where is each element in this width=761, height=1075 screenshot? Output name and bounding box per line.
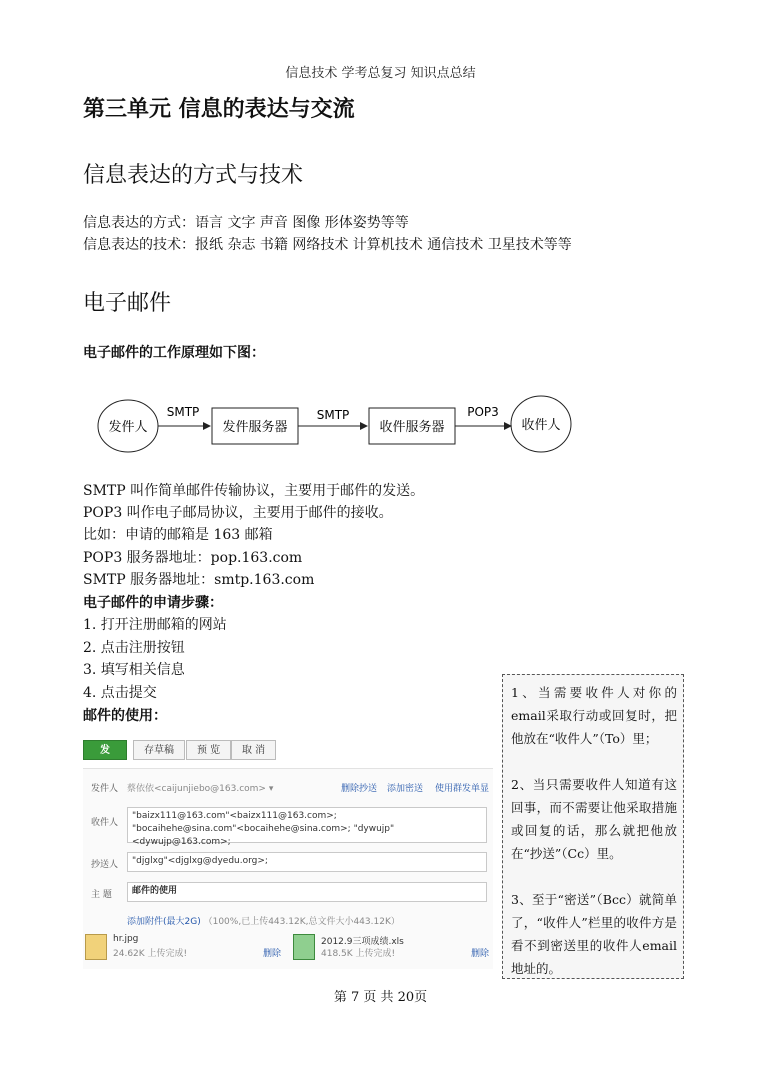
from-select[interactable]: 蔡依依<caijunjiebo@163.com> ▾ (127, 784, 274, 794)
send-server-label: 发件服务器 (222, 420, 288, 435)
attachment-item (293, 934, 493, 962)
spreadsheet-file-icon (293, 934, 315, 960)
smtp-description: SMTP 叫作简单邮件传输协议，主要用于邮件的发送。 (83, 483, 425, 499)
section-title-email: 电子邮件 (83, 291, 172, 316)
smtp-server-line: SMTP 服务器地址：smtp.163.com (83, 572, 315, 588)
attachment-info: （100%,已上传443.12K,总文件大小443.12K） (203, 917, 400, 927)
step-3: 3. 填写相关信息 (83, 662, 185, 678)
attachment-name: 2012.9三项成绩.xls (321, 937, 404, 947)
cc-label: 抄送人 (91, 860, 119, 870)
expression-methods: 信息表达的方式：语言 文字 声音 图像 形体姿势等等 (83, 215, 409, 231)
attachment-status: 24.62K 上传完成! (113, 949, 188, 959)
add-bcc-link[interactable]: 添加密送 (387, 784, 424, 794)
step-2: 2. 点击注册按钮 (83, 640, 185, 656)
to-recipients-line2: "bocaihehe@sina.com"<bocaihehe@sina.com>; "dywujp"<dywujp@163.com>; (132, 824, 395, 847)
sender-label: 发件人 (108, 420, 148, 435)
recv-server-label: 收件服务器 (379, 420, 445, 435)
expression-technologies: 信息表达的技术：报纸 杂志 书籍 网络技术 计算机技术 通信技术 卫星技术等等 (83, 237, 572, 253)
page-header: 信息技术 学考总复习 知识点总结 (285, 66, 476, 81)
page-footer: 第 7 页 共 20页 (333, 990, 428, 1005)
usage-title: 邮件的使用： (83, 708, 167, 724)
mass-send-link[interactable]: 使用群发单显 (435, 784, 490, 794)
note-bcc: 3、至于“密送”（Bcc）就简单了，“收件人”栏里的收件方是看不到密送里的收件人email地址的。 (511, 892, 677, 976)
remove-cc-link[interactable]: 删除抄送 (341, 784, 378, 794)
attachment-status: 418.5K 上传完成! (321, 949, 396, 959)
unit-title: 第三单元 信息的表达与交流 (83, 97, 355, 122)
send-button[interactable]: 发 (83, 740, 127, 760)
note-cc: 2、当只需要收件人知道有这回事，而不需要让他采取措施或回复的话，那么就把他放在“抄送”（Cc）里。 (511, 777, 677, 861)
pop3-server-line: POP3 服务器地址：pop.163.com (83, 550, 303, 566)
to-field[interactable] (127, 807, 487, 847)
image-file-icon (85, 934, 107, 960)
attachment-item (85, 934, 285, 962)
add-attachment-link[interactable]: 添加附件(最大2G) (127, 917, 201, 927)
email-flow-diagram (95, 390, 575, 462)
section-title-expression: 信息表达的方式与技术 (83, 163, 304, 188)
edge-smtp-1-label: SMTP (166, 405, 200, 419)
recipient-label: 收件人 (521, 418, 561, 433)
subject-label: 主 题 (91, 890, 112, 900)
subject-field[interactable]: 邮件的使用 (127, 882, 487, 902)
diagram-caption: 电子邮件的工作原理如下图： (83, 345, 265, 361)
delete-attachment-link[interactable]: 删除 (263, 949, 282, 959)
recipient-notes-box (502, 674, 684, 979)
attachment-row (127, 914, 400, 927)
steps-title: 电子邮件的申请步骤： (83, 595, 223, 611)
note-to: 1、当需要收件人对你的email采取行动或回复时，把他放在“收件人”（To）里； (511, 685, 677, 746)
cc-field[interactable]: "djglxg"<djglxg@dyedu.org>; (127, 852, 487, 872)
cancel-button[interactable]: 取 消 (231, 740, 276, 760)
composer-toolbar (83, 738, 493, 762)
attachment-name: hr.jpg (113, 934, 139, 944)
preview-button[interactable]: 预 览 (186, 740, 231, 760)
step-1: 1. 打开注册邮箱的网站 (83, 617, 227, 633)
delete-attachment-link[interactable]: 删除 (471, 949, 490, 959)
step-4: 4. 点击提交 (83, 685, 157, 701)
example-line: 比如：申请的邮箱是 163 邮箱 (83, 527, 273, 543)
from-label: 发件人 (91, 784, 119, 794)
to-recipients-line1: "baizx111@163.com"<baizx111@163.com>; (132, 811, 337, 821)
pop3-description: POP3 叫作电子邮局协议，主要用于邮件的接收。 (83, 505, 393, 521)
email-composer (83, 738, 493, 968)
edge-pop3-label: POP3 (467, 405, 499, 419)
to-label: 收件人 (91, 818, 119, 828)
edge-smtp-2-label: SMTP (316, 408, 350, 422)
save-draft-button[interactable]: 存草稿 (133, 740, 185, 760)
